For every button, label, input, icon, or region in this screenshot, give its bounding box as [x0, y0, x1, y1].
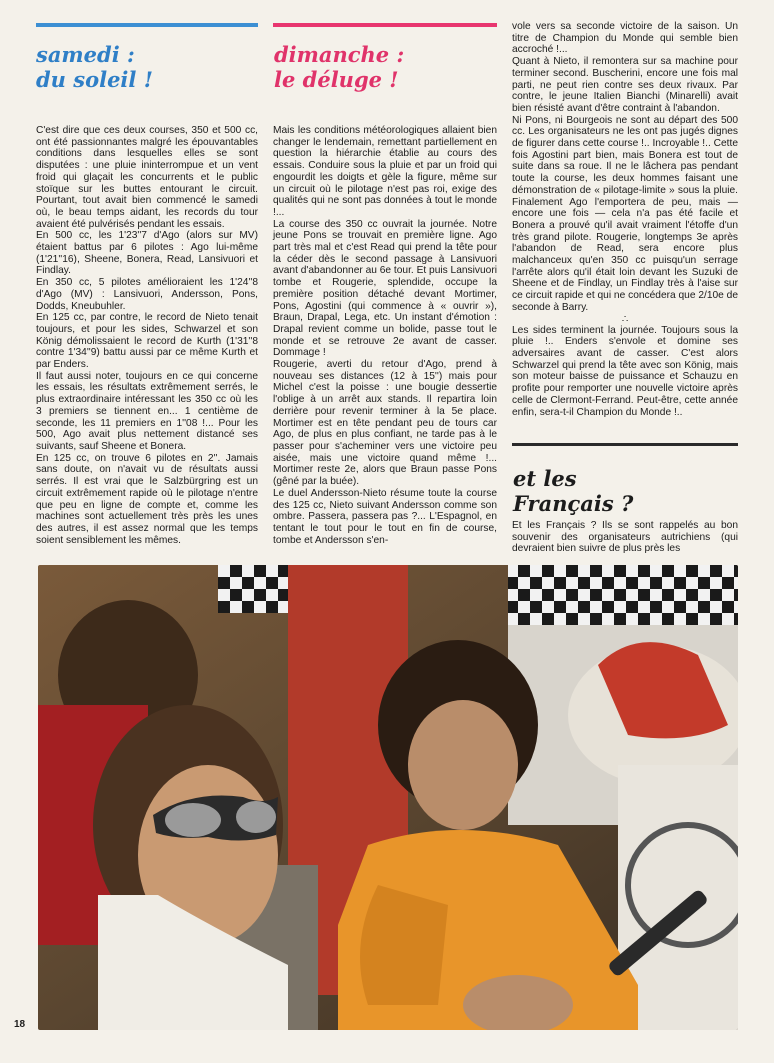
col3-para-2: Quant à Nieto, il remontera sur sa machine pour terminer second. Buscherini, encore une fois mal parti, ne peut rien contre ses deux rivaux. Par contre, le jeune Italien Bianchi (Minarelli) avait bien résisté avant d'être contraint à l'abandon. [512, 56, 738, 114]
column-3 [512, 21, 738, 418]
heading-francais-line2: Français ? [513, 491, 634, 516]
heading-dimanche-line1: dimanche : [274, 42, 405, 67]
col2-para-1: Mais les conditions météorologiques allaient bien changer le lendemain, remettant partiellement en question la hiérarchie établie au cours des essais. Conduire sous la pluie et par un froid qui engourdit les doigts et gèle la figure, même sur un circuit où le pilotage n'est pas roi, exige des qualités qui ne sont pas données à tout le monde !... [273, 125, 497, 218]
col2-para-3: Rougerie, averti du retour d'Ago, prend à nouveau ses distances (12 à 15'') mais pour Michel c'est la poisse : une bougie dessertie l'oblige à un arrêt aux stands. Il repartira loin derrière pour revenir terminer à la 5e place. Mortimer est en tête pendant peu de tours car Ago, de plus en plus confiant, ne tarde pas à le passer pour s'acheminer vers une victoire peu aisée, mais une victoire quand même !... Mortimer reste 2e, alors que Braun passe Pons (gêné par la buée). [273, 359, 497, 488]
col3-para-4: Les sides terminent la journée. Toujours sous la pluie !.. Enders s'envole et domine ses adversaires avant de casser. C'est alors Schwarzel qui prend la tête avec son König, mais son moteur baisse de puissance et Schauzu en profite pour remporter une nouvelle victoire après celle de Clermont-Ferrand. Peut-être, cette année enfin, sera-t-il Champion du Monde !.. [512, 324, 738, 418]
riders-photo [38, 565, 738, 1030]
col3-para-1: vole vers sa seconde victoire de la saison. Un titre de Champion du Monde qui semble bien accroché !... [512, 21, 738, 56]
column-1 [36, 125, 258, 546]
col1-para-6: En 125 cc, on trouve 6 pilotes en 2''. Jamais sans doute, on n'avait vu de résultats aussi serrés. Il est vrai que le Salzbürgring est un circuit extrêmement rapide où le pilotage n'entre que peu en ligne de compte et, comme les machines sont actuellement très près les unes des autres, il est assez normal que les temps soient sensiblement les mêmes. [36, 452, 258, 546]
col1-para-4: En 125 cc, par contre, le record de Nieto tenait toujours, et pour les sides, Schwarzel et son König démolissaient le record de Kurth (1'31''8 contre 1'34''9) battu aussi par ce même Kurth et par Enders. [36, 312, 258, 371]
heading-samedi-line1: samedi : [36, 42, 135, 67]
column-2 [273, 125, 497, 546]
separator-dots: ∴ [621, 313, 629, 325]
francais-rule [512, 443, 738, 446]
col2-para-4: Le duel Andersson-Nieto résume toute la course des 125 cc, Nieto suivant Andersson comme son ombre. Passera, passera pas ?... L'Espagnol, en tentant le tout pour le tout en fin de course, tombe et Andersson s'en- [273, 487, 497, 546]
heading-francais [513, 466, 739, 516]
column-3-francais [512, 520, 738, 555]
col2-para-2: La course des 350 cc ouvrait la journée. Notre jeune Pons se trouvait en première ligne. Ago part très mal et c'est Read qui prend la tête pour la céder dès le second passage à Lansivuori avant d'abandonner au 6e tour. Et puis Lansivuori tombe et Rougerie, splendide, occupe la première position détaché devant Mortimer, Pons, Agostini (qui commence à « ouvrir »), Braun, Drapal, Lega, etc. Un instant d'émotion : Drapal revient comme un bolide, passe tout le monde et se retrouve 2e avant de casser. Dommage ! [273, 218, 497, 359]
heading-dimanche [274, 42, 498, 92]
col3-francais-para: Et les Français ? Ils se sont rappelés au bon souvenir des organisateurs autrichiens (qui devraient bien suivre de plus près les [512, 520, 738, 555]
col1-para-2: En 500 cc, les 1'23''7 d'Ago (alors sur MV) étaient battus par 6 pilotes : Ago lui-même (1'21''16), Sheene, Bonera, Read, Lansivuori et Findlay. [36, 230, 258, 277]
heading-dimanche-line2: le déluge ! [274, 67, 399, 92]
heading-samedi-line2: du soleil ! [36, 67, 153, 92]
dimanche-rule [273, 23, 497, 27]
heading-francais-line1: et les [513, 466, 577, 491]
col1-para-5: Il faut aussi noter, toujours en ce qui concerne les essais, les résultats extrêmement serrés, le plus extraordinaire intéressant les 350 cc où les 3 premiers se tiennent en... 1 centième de seconde, les 11 premiers en 1''08 !... Pour les 500, Ago avait plus nettement distancé ses suivants, sauf Sheene et Bonera. [36, 370, 258, 452]
samedi-rule [36, 23, 258, 27]
col1-para-1: C'est dire que ces deux courses, 350 et 500 cc, ont été passionnantes malgré les épouvantables conditions dans lesquelles elles se sont disputées : une pluie ininterrompue et un vent froid qui glaçait les concurrents et le public stoïque sur les buttes entourant le circuit. Pourtant, tout avait bien commencé le samedi où, le beau temps aidant, les records du tour avaient été pulvérisés pendant les essais. [36, 125, 258, 230]
col1-para-3: En 350 cc, 5 pilotes amélioraient les 1'24''8 d'Ago (MV) : Lansivuori, Andersson, Pons, Dodds, Kneubuhler. [36, 277, 258, 312]
heading-samedi [36, 42, 258, 92]
col3-para-3: Ni Pons, ni Bourgeois ne sont au départ des 500 cc. Les organisateurs ne les ont pas jugés dignes de figurer dans cette course !.. Incroyable !.. Cette fois Agostini part bien, mais Bonera est tout de suite dans sa roue. Il ne le lâchera pas pendant toute la course, les deux hommes faisant une démonstration de « pilotage-limite » sous la pluie. Finalement Ago l'emportera de peu, mais — encore une fois — cela n'a pas été facile et Bonera a prouvé qu'il avait vraiment l'étoffe d'un très grand pilote. Rougerie, longtemps 3e après l'abandon de Read, sera encore plus malchanceux qu'en 350 cc puisqu'un serrage l'arrête alors qu'il était loin devant les Suzuki de Sheene et de Findlay, un Findlay très à l'aise sur ce circuit rapide et qui ne concédera que 2/10e de seconde à Barry. [512, 114, 738, 313]
page-number: 18 [14, 1019, 26, 1030]
